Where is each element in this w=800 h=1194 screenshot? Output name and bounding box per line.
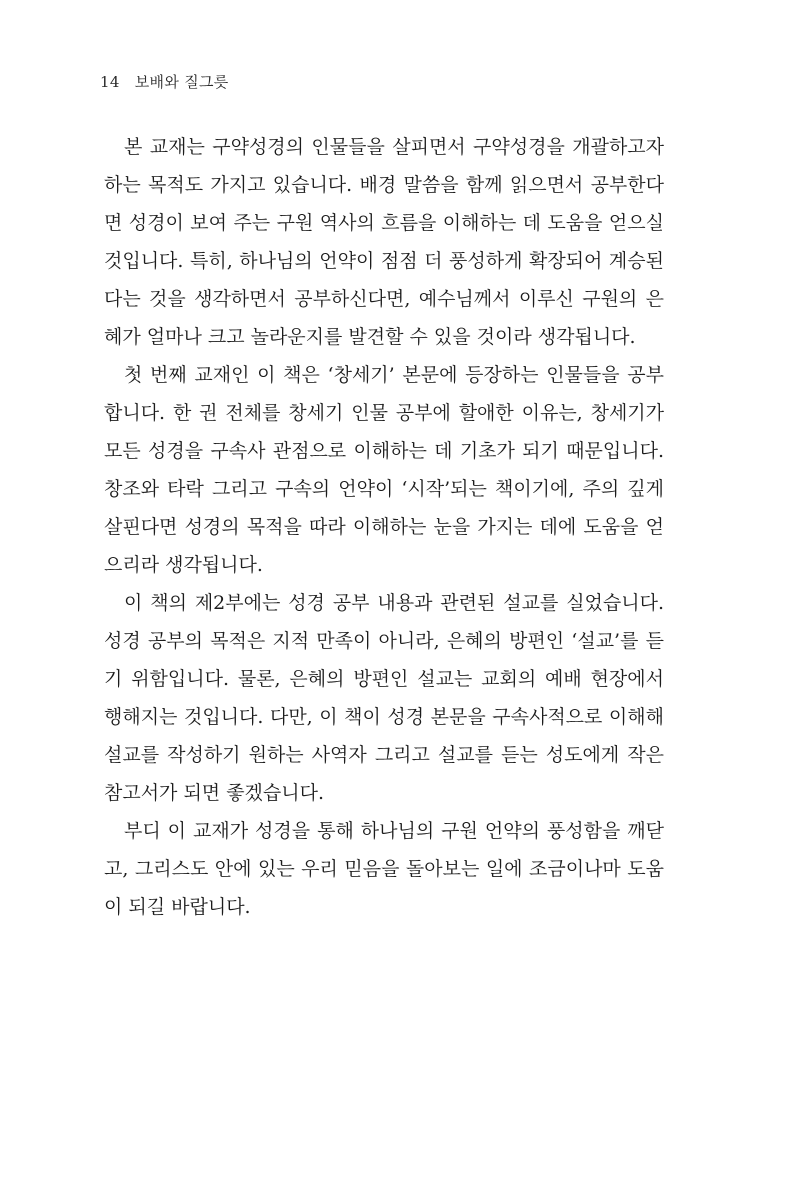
text-line: 이 책의 제2부에는 성경 공부 내용과 관련된 설교를 실었습니다. bbox=[124, 592, 664, 614]
text-line: 하는 목적도 가지고 있습니다. 배경 말씀을 함께 읽으면서 공부한다 bbox=[104, 174, 664, 196]
body-text bbox=[104, 128, 664, 926]
text-line: 살핀다면 성경의 목적을 따라 이해하는 눈을 가지는 데에 도움을 얻 bbox=[104, 516, 664, 538]
page-number: 14 bbox=[100, 73, 120, 91]
text-line: 성경 공부의 목적은 지적 만족이 아니라, 은혜의 방편인 ‘설교’를 듣 bbox=[104, 630, 664, 652]
text-line: 부디 이 교재가 성경을 통해 하나님의 구원 언약의 풍성함을 깨닫 bbox=[124, 820, 664, 842]
text-line: 설교를 작성하기 원하는 사역자 그리고 설교를 듣는 성도에게 작은 bbox=[104, 744, 664, 766]
paragraph-1 bbox=[104, 128, 664, 356]
text-line: 것입니다. 특히, 하나님의 언약이 점점 더 풍성하게 확장되어 계승된 bbox=[104, 250, 664, 272]
text-line: 참고서가 되면 좋겠습니다. bbox=[104, 782, 325, 804]
running-title: 보배와 질그릇 bbox=[134, 73, 229, 91]
text-line: 이 되길 바랍니다. bbox=[104, 896, 251, 918]
paragraph-2 bbox=[104, 356, 664, 584]
text-line: 합니다. 한 권 전체를 창세기 인물 공부에 할애한 이유는, 창세기가 bbox=[104, 402, 664, 424]
text-line: 고, 그리스도 안에 있는 우리 믿음을 돌아보는 일에 조금이나마 도움 bbox=[104, 858, 664, 880]
text-line: 으리라 생각됩니다. bbox=[104, 554, 263, 576]
text-line: 면 성경이 보여 주는 구원 역사의 흐름을 이해하는 데 도움을 얻으실 bbox=[104, 212, 664, 234]
paragraph-3 bbox=[104, 584, 664, 812]
paragraph-4 bbox=[104, 812, 664, 926]
running-header bbox=[100, 72, 229, 92]
text-line: 본 교재는 구약성경의 인물들을 살피면서 구약성경을 개괄하고자 bbox=[124, 136, 664, 158]
text-line: 혜가 얼마나 크고 놀라운지를 발견할 수 있을 것이라 생각됩니다. bbox=[104, 326, 636, 348]
text-line: 다는 것을 생각하면서 공부하신다면, 예수님께서 이루신 구원의 은 bbox=[104, 288, 664, 310]
text-line: 첫 번째 교재인 이 책은 ‘창세기’ 본문에 등장하는 인물들을 공부 bbox=[124, 364, 664, 386]
text-line: 기 위함입니다. 물론, 은혜의 방편인 설교는 교회의 예배 현장에서 bbox=[104, 668, 664, 690]
text-line: 모든 성경을 구속사 관점으로 이해하는 데 기초가 되기 때문입니다. bbox=[104, 440, 664, 462]
text-line: 창조와 타락 그리고 구속의 언약이 ‘시작’되는 책이기에, 주의 깊게 bbox=[104, 478, 664, 500]
text-line: 행해지는 것입니다. 다만, 이 책이 성경 본문을 구속사적으로 이해해 bbox=[104, 706, 664, 728]
